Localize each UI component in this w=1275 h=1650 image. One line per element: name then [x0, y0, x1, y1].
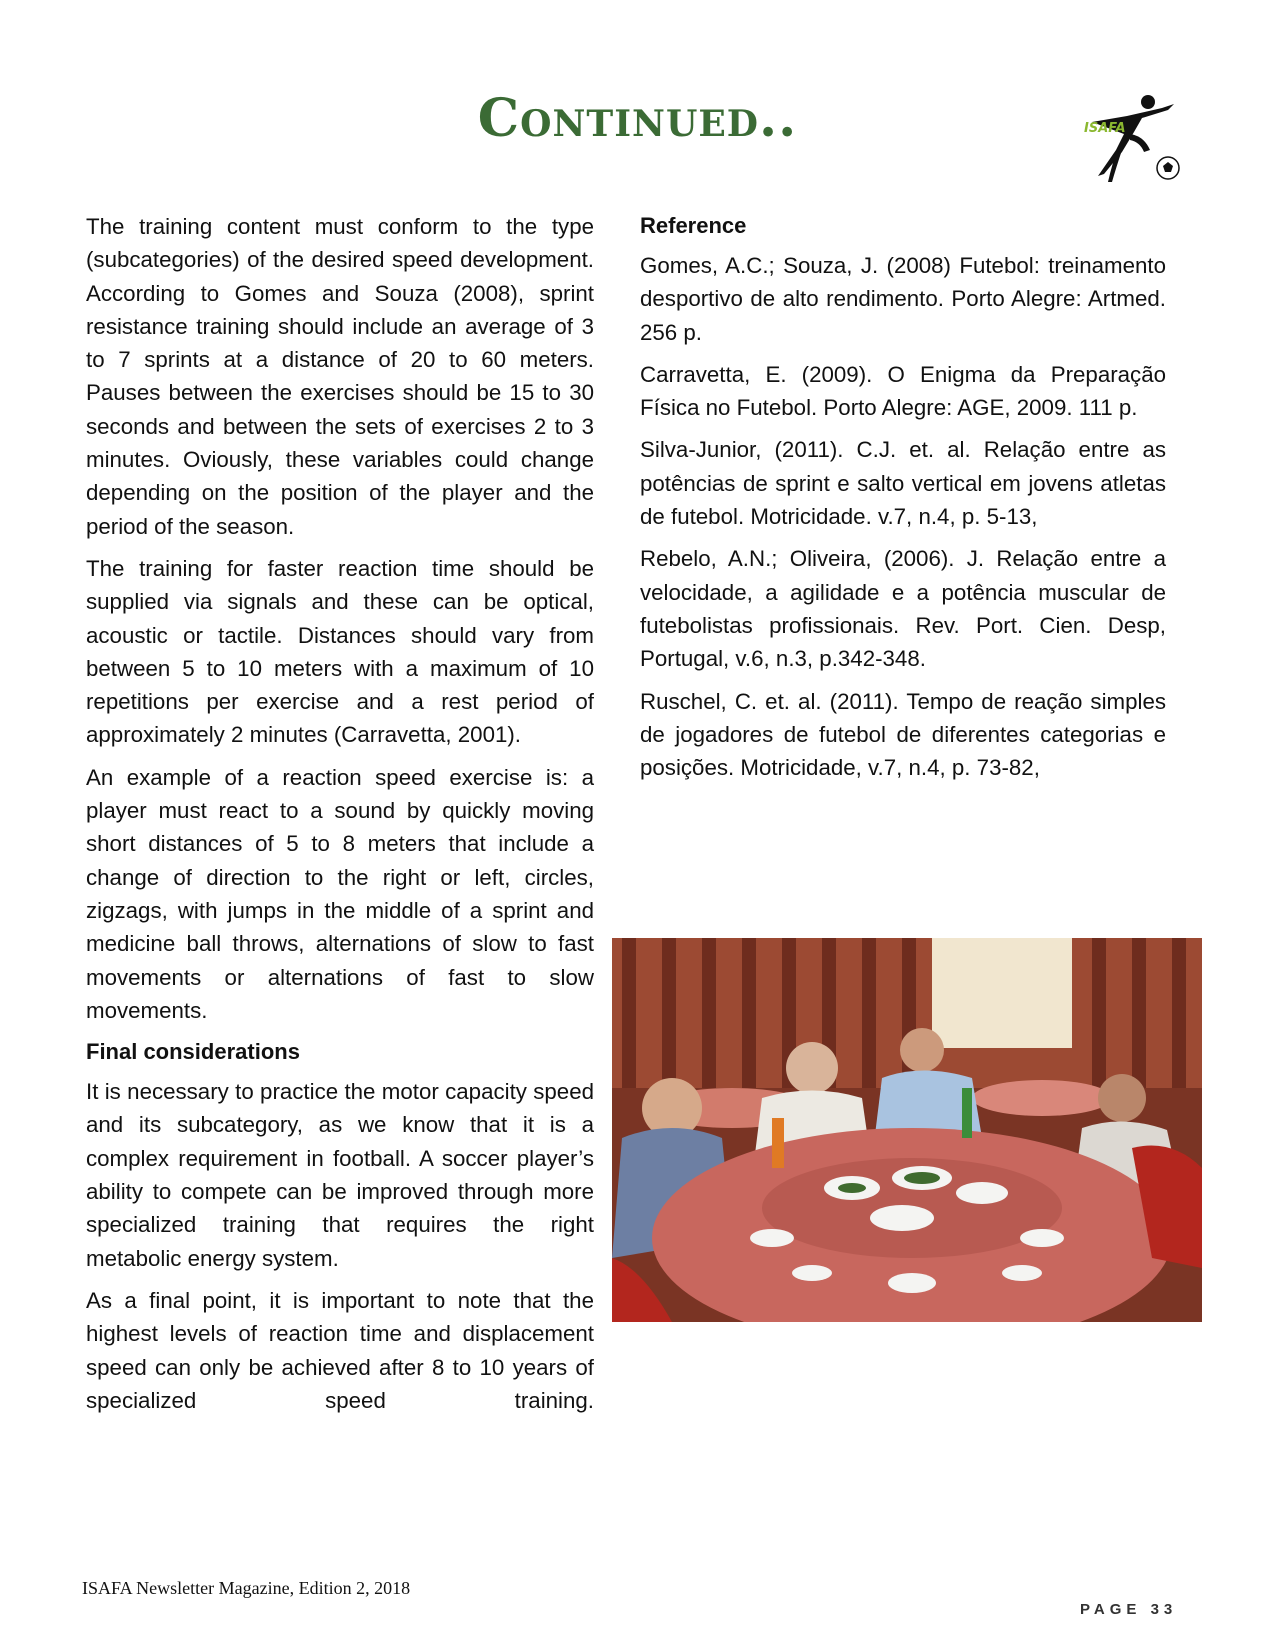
body-paragraph: It is necessary to practice the motor capacity speed and its subcategory, as we know that it is a complex requirement in football. A soccer player’s ability to compete can be improved through more specialized training that requires the right metabolic energy system. — [86, 1079, 594, 1271]
reference-item: Ruschel, C. et. al. (2011). Tempo de reação simples de jogadores de futebol de diferentes categorias e posições. Motricidade, v.7, n.4, p. 73-82, — [640, 688, 1166, 781]
reference-item: Gomes, A.C.; Souza, J. (2008) Futebol: treinamento desportivo de alto rendimento. Porto Alegre: Artmed. 256 p. — [640, 253, 1166, 345]
publication-footer: ISAFA Newsletter Magazine, Edition 2, 2018 — [82, 1578, 411, 1598]
reference-item: Carravetta, E. (2009). O Enigma da Preparação Física no Futebol. Porto Alegre: AGE, 2009. 111 p. — [640, 361, 1166, 421]
body-paragraph: An example of a reaction speed exercise is: a player must react to a sound by quickly moving short distances of 5 to 8 meters that include a change of direction to the right or left, circles, zigzags, with jumps in the middle of a sprint and medicine ball throws, alternations of slow to fast movements or alternations of fast to slow movements. — [86, 764, 594, 1023]
section-heading: Final considerations — [86, 1039, 300, 1065]
page-number: PAGE 33 — [1080, 1601, 1178, 1618]
body-paragraph: The training for faster reaction time should be supplied via signals and these can be optical, acoustic or tactile. Distances should vary from between 5 to 10 meters with a maximum of 10 repetitions per exercise and a rest period of approximately 2 minutes (Carravetta, 2001). — [86, 555, 594, 748]
reference-heading: Reference — [640, 213, 747, 238]
reference-column — [640, 210, 1166, 793]
reference-item: Silva-Junior, (2011). C.J. et. al. Relação entre as potências de sprint e salto vertical em jovens atletas de futebol. Motricidade. v.7, n.4, p. 5-13, — [640, 437, 1166, 530]
page-title: Continued.. — [477, 88, 798, 149]
left-column — [86, 210, 594, 1426]
isafa-logo — [1082, 92, 1182, 188]
body-paragraph: As a final point, it is important to note that the highest levels of reaction time and displacement speed can only be achieved after 8 to 10 years of specialized speed training. — [86, 1287, 594, 1413]
svg-text:ISAFA: ISAFA — [1084, 121, 1126, 136]
reference-item: Rebelo, A.N.; Oliveira, (2006). J. Relação entre a velocidade, a agilidade e a potência muscular de futebolistas profissionais. Rev. Port. Cien. Desp, Portugal, v.6, n.3, p.342-348. — [640, 546, 1166, 672]
banquet-photo — [612, 938, 1202, 1322]
body-paragraph: The training content must conform to the type (subcategories) of the desired speed development. According to Gomes and Souza (2008), sprint resistance training should include an average of 3 to 7 sprints at a distance of 20 to 60 meters. Pauses between the exercises should be 15 to 30 seconds and between the sets of exercises 2 to 3 minutes. Oviously, these variables could change depending on the position of the player and the period of the season. — [86, 214, 594, 539]
